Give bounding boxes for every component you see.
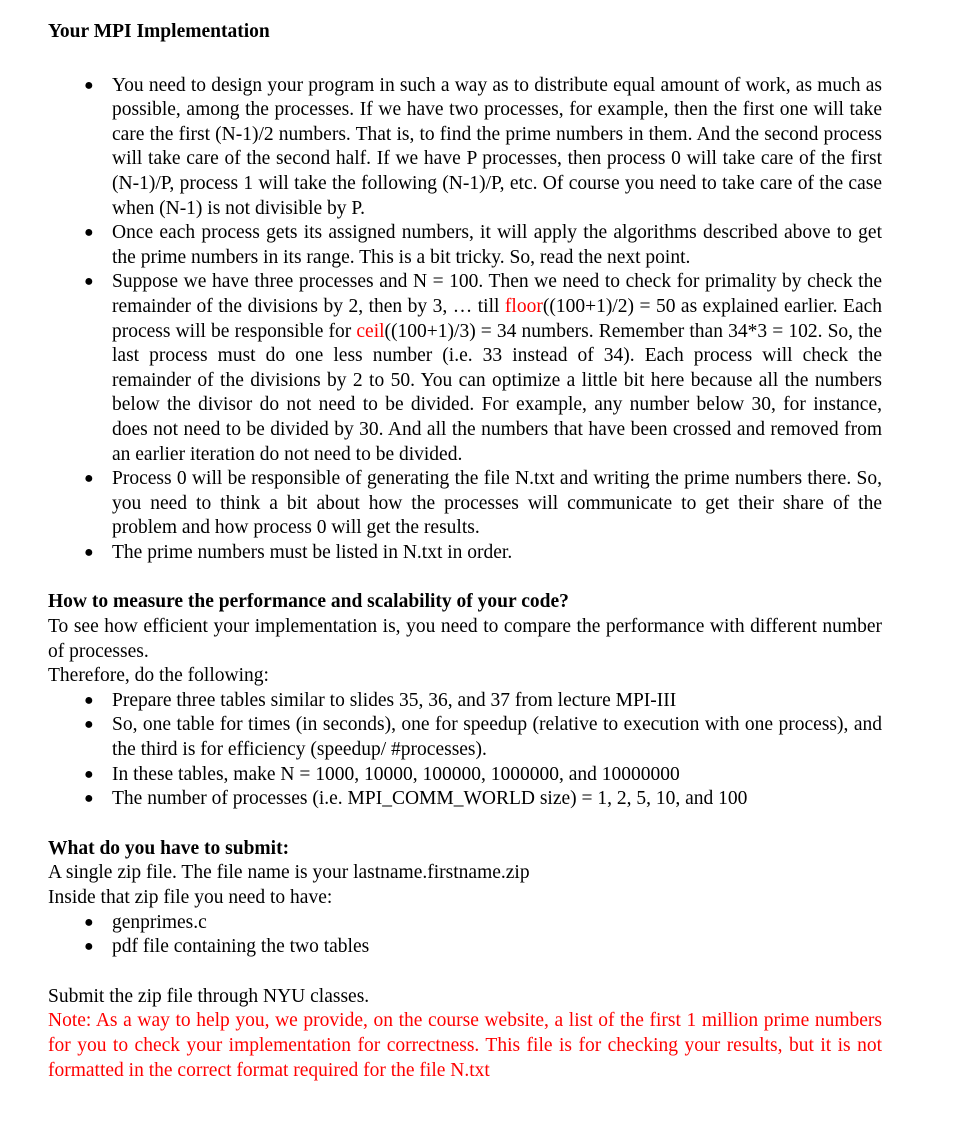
bullet-text: pdf file containing the two tables — [112, 936, 370, 958]
bullet-source-file — [48, 911, 882, 936]
bullet-icon: ● — [84, 790, 94, 808]
bullet-process-counts — [48, 787, 882, 812]
bullet-n-values — [48, 763, 882, 788]
submission-zip-line: A single zip file. The file name is your lastname.firstname.zip — [48, 862, 530, 884]
bullet-text: The prime numbers must be listed in N.txt in order. — [112, 541, 513, 563]
correctness-note: Note: As a way to help you, we provide, on the course website, a list of the first 1 million prime numbers for you to check your implementation for correctness. This file is for checking your results, but it is not formatted in the correct format required for the file N.txt — [48, 1010, 882, 1081]
floor-function-label: floor — [504, 295, 543, 317]
performance-therefore: Therefore, do the following: — [48, 665, 269, 687]
bullet-text-part: ((100+1)/2) = 50 as explained earlier. Each process will be responsible for — [112, 295, 883, 342]
bullet-text: genprimes.c — [112, 911, 207, 933]
bullet-icon: ● — [84, 470, 94, 488]
section-heading-performance: How to measure the performance and scalability of your code? — [48, 591, 569, 613]
bullet-ordered-output — [48, 541, 882, 566]
bullet-pdf-file — [48, 935, 882, 960]
bullet-text: The number of processes (i.e. MPI_COMM_WORLD size) = 1, 2, 5, 10, and 100 — [112, 788, 748, 810]
performance-intro: To see how efficient your implementation is, you need to compare the performance with different number of processes. — [48, 616, 882, 662]
bullet-icon: ● — [84, 716, 94, 734]
section-heading-mpi-implementation: Your MPI Implementation — [48, 21, 270, 42]
document-page — [48, 20, 882, 1083]
bullet-text: Process 0 will be responsible of generating the file N.txt and writing the prime numbers there. So, you need to think a bit about how the processes will communicate to get their share of the problem and how process 0 will get the results. — [112, 468, 882, 539]
bullet-text: In these tables, make N = 1000, 10000, 100000, 1000000, and 10000000 — [112, 763, 680, 785]
submission-instruction: Submit the zip file through NYU classes. — [48, 985, 370, 1007]
bullet-text: So, one table for times (in seconds), one for speedup (relative to execution with one process), and the third is for efficiency (speedup/ #processes). — [112, 714, 882, 761]
bullet-process-zero-output — [48, 467, 882, 541]
bullet-icon: ● — [84, 913, 94, 931]
performance-bullet-list — [48, 689, 882, 812]
bullet-apply-algorithm — [48, 221, 882, 270]
bullet-table-types — [48, 713, 882, 762]
ceil-function-label: ceil — [356, 320, 385, 342]
bullet-work-distribution — [48, 74, 882, 222]
bullet-text: Prepare three tables similar to slides 35, 36, and 37 from lecture MPI-III — [112, 689, 677, 711]
bullet-icon: ● — [84, 543, 94, 561]
bullet-text: Once each process gets its assigned numbers, it will apply the algorithms described above to get the prime numbers in its range. This is a bit tricky. So, read the next point. — [112, 222, 882, 268]
section-heading-submission: What do you have to submit: — [48, 837, 290, 859]
bullet-prepare-tables — [48, 689, 882, 714]
bullet-icon: ● — [84, 76, 94, 94]
bullet-icon: ● — [84, 691, 94, 709]
bullet-text-part: Suppose we have three processes and N = 100. Then we need to check for primality by check the remainder of the divisions by 2, then by 3, … till — [112, 271, 882, 317]
bullet-text-part: ((100+1)/3) = 34 numbers. Remember than 34*3 = 102. So, the last process must do one less number (i.e. 33 instead of 34). Each process will check the remainder of the divisions by 2 to 50. You can optimize a little bit here because all the numbers below the divisor do not need to be divided. For example, any number below 30, for instance, does not need to be divided by 30. And all the numbers that have been crossed and removed from an earlier iteration do not need to be divided. — [112, 320, 882, 465]
implementation-bullet-list — [48, 74, 882, 566]
bullet-icon: ● — [84, 273, 94, 291]
bullet-icon: ● — [84, 224, 94, 242]
bullet-icon: ● — [84, 938, 94, 956]
bullet-text: You need to design your program in such a way as to distribute equal amount of work, as much as possible, among the processes. If we have two processes, for example, then the first one will take care the first (N-1)/2 numbers. That is, to find the prime numbers in them. And the second process will take care of the second half. If we have P processes, then process 0 will take care of the first (N-1)/P, process 1 will take the following (N-1)/P, etc. Of course you need to take care of the case when (N-1) is not divisible by P. — [112, 74, 882, 219]
bullet-icon: ● — [84, 765, 94, 783]
submission-contents-line: Inside that zip file you need to have: — [48, 887, 333, 908]
submission-bullet-list — [48, 911, 882, 960]
bullet-three-processes-example — [48, 270, 882, 467]
